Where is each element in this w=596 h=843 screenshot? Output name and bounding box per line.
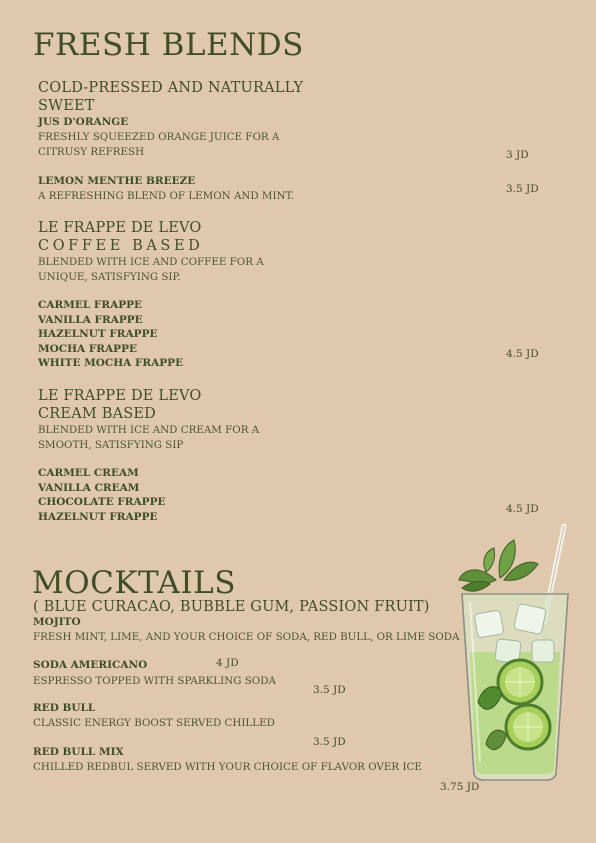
menu-item-name: CARMEL CREAM <box>38 467 139 479</box>
menu-item-price: 3 JD <box>506 149 529 161</box>
menu-item-name: VANILLA FRAPPE <box>38 314 143 326</box>
section-desc: BLENDED WITH ICE AND CREAM FOR A <box>38 424 260 436</box>
menu-item-name: MOJITO <box>33 616 81 628</box>
menu-item-desc: ESPRESSO TOPPED WITH SPARKLING SODA <box>33 675 276 687</box>
menu-item-price: 3.5 JD <box>506 183 539 195</box>
menu-item-name: SODA AMERICANO <box>33 659 148 671</box>
menu-item-desc: FRESH MINT, LIME, AND YOUR CHOICE OF SODA, RED BULL, OR LIME SODA <box>33 631 460 643</box>
section-desc: BLENDED WITH ICE AND COFFEE FOR A <box>38 256 264 268</box>
menu-item-price: 3.5 JD <box>313 736 346 748</box>
menu-item-name: MOCHA FRAPPE <box>38 343 137 355</box>
fresh-blends-title: FRESH BLENDS <box>33 27 304 63</box>
menu-item-name: RED BULL <box>33 702 96 714</box>
menu-item-name: CHOCOLATE FRAPPE <box>38 496 166 508</box>
frappe-coffee-title: LE FRAPPE DE LEVO <box>38 220 202 236</box>
menu-item-name: JUS D'ORANGE <box>38 116 129 128</box>
menu-item-name: VANILLA CREAM <box>38 482 140 494</box>
frappe-coffee-subtitle: COFFEE BASED <box>38 238 204 254</box>
menu-item-desc: A REFRESHING BLEND OF LEMON AND MINT. <box>38 190 295 202</box>
fresh-blends-subtitle: COLD-PRESSED AND NATURALLY <box>38 80 304 96</box>
menu-item-price: 4 JD <box>216 657 239 669</box>
menu-item-desc: FRESHLY SQUEEZED ORANGE JUICE FOR A <box>38 131 280 143</box>
section-desc: UNIQUE, SATISFYING SIP. <box>38 271 181 283</box>
menu-item-desc: CITRUSY REFRESH <box>38 146 145 158</box>
menu-item-desc: CHILLED REDBUL SERVED WITH YOUR CHOICE OF FLAVOR OVER ICE <box>33 761 422 773</box>
frappe-cream-title: LE FRAPPE DE LEVO <box>38 388 202 404</box>
menu-item-name: HAZELNUT FRAPPE <box>38 328 158 340</box>
menu-item-name: CARMEL FRAPPE <box>38 299 143 311</box>
menu-item-price: 3.75 JD <box>440 781 480 793</box>
menu-item-desc: CLASSIC ENERGY BOOST SERVED CHILLED <box>33 717 275 729</box>
menu-item-name: WHITE MOCHA FRAPPE <box>38 357 184 369</box>
frappe-cream-subtitle: CREAM BASED <box>38 406 156 422</box>
menu-item-name: LEMON MENTHE BREEZE <box>38 175 196 187</box>
fresh-blends-subtitle-2: SWEET <box>38 98 95 114</box>
menu-item-price: 4.5 JD <box>506 348 539 360</box>
menu-item-name: RED BULL MIX <box>33 746 124 758</box>
menu-item-name: HAZELNUT FRAPPE <box>38 511 158 523</box>
section-desc: SMOOTH, SATISFYING SIP <box>38 439 184 451</box>
mocktails-title: MOCKTAILS <box>32 565 236 601</box>
mocktails-subtitle: ( BLUE CURACAO, BUBBLE GUM, PASSION FRUIT) <box>33 599 430 615</box>
menu-item-price: 3.5 JD <box>313 684 346 696</box>
mojito-glass-illustration <box>456 522 574 784</box>
menu-item-price: 4.5 JD <box>506 503 539 515</box>
